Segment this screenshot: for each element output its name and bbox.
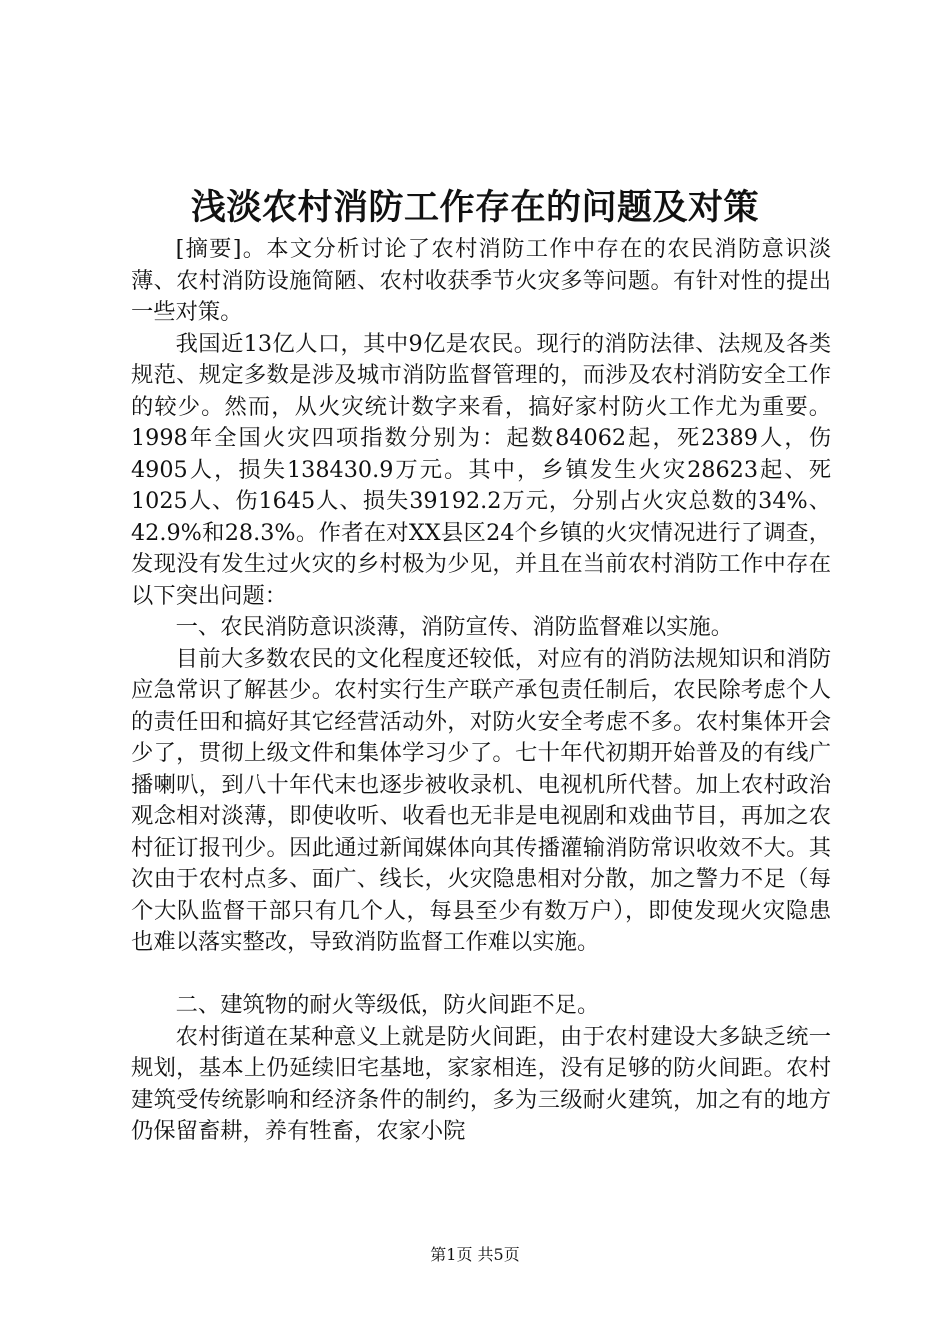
body-paragraph: 目前大多数农民的文化程度还较低，对应有的消防法规知识和消防应急常识了解甚少。农村实行生产联产承包责任制后，农民除考虑个人的责任田和搞好其它经营活动外，对防火安全考虑不多。农村集体开会少了，贯彻上级文件和集体学习少了。七十年代初期开始普及的有线广播喇叭，到八十年代末也逐步被收录机、电视机所代替。加上农村政治观念相对淡薄，即使收听、收看也无非是电视剧和戏曲节目，再加之农村征订报刊少。因此通过新闻媒体向其传播灌输消防常识收效不大。其次由于农村点多、面广、线长，火灾隐患相对分散，加之警力不足（每个大队监督干部只有几个人，每县至少有数万户），即使发现火灾隐患也难以落实整改，导致消防监督工作难以实施。 bbox=[131, 645, 831, 955]
page-footer: 第1页 共5页 bbox=[430, 1245, 520, 1264]
section-heading: 二、建筑物的耐火等级低，防火间距不足。 bbox=[175, 992, 600, 1018]
section-heading: 一、农民消防意识淡薄，消防宣传、消防监督难以实施。 bbox=[175, 614, 734, 640]
abstract-paragraph: [摘要]。本文分析讨论了农村消防工作中存在的农民消防意识淡薄、农村消防设施简陋、农村收获季节火灾多等问题。有针对性的提出一些对策。 bbox=[131, 236, 831, 325]
body-paragraph: 我国近13亿人口，其中9亿是农民。现行的消防法律、法规及各类规范、规定多数是涉及城市消防监督管理的，而涉及农村消防安全工作的较少。然而，从火灾统计数字来看，搞好家村防火工作尤为重要。1998年全国火灾四项指数分别为：起数84062起，死2389人，伤4905人，损失138430.9万元。其中，乡镇发生火灾28623起、死1025人、伤1645人、损失39192.2万元，分别占火灾总数的34%、42.9%和28.3%。作者在对XX县区24个乡镇的火灾情况进行了调查，发现没有发生过火灾的乡村极为少见，并且在当前农村消防工作中存在以下突出问题： bbox=[131, 330, 831, 609]
document-body bbox=[131, 234, 831, 1148]
document-title: 浅淡农村消防工作存在的问题及对策 bbox=[190, 187, 759, 228]
body-paragraph: 农村街道在某种意义上就是防火间距，由于农村建设大多缺乏统一规划，基本上仍延续旧宅基地，家家相连，没有足够的防火间距。农村建筑受传统影响和经济条件的制约，多为三级耐火建筑，加之有的地方仍保留畜耕，养有牲畜，农家小院 bbox=[131, 1023, 831, 1144]
